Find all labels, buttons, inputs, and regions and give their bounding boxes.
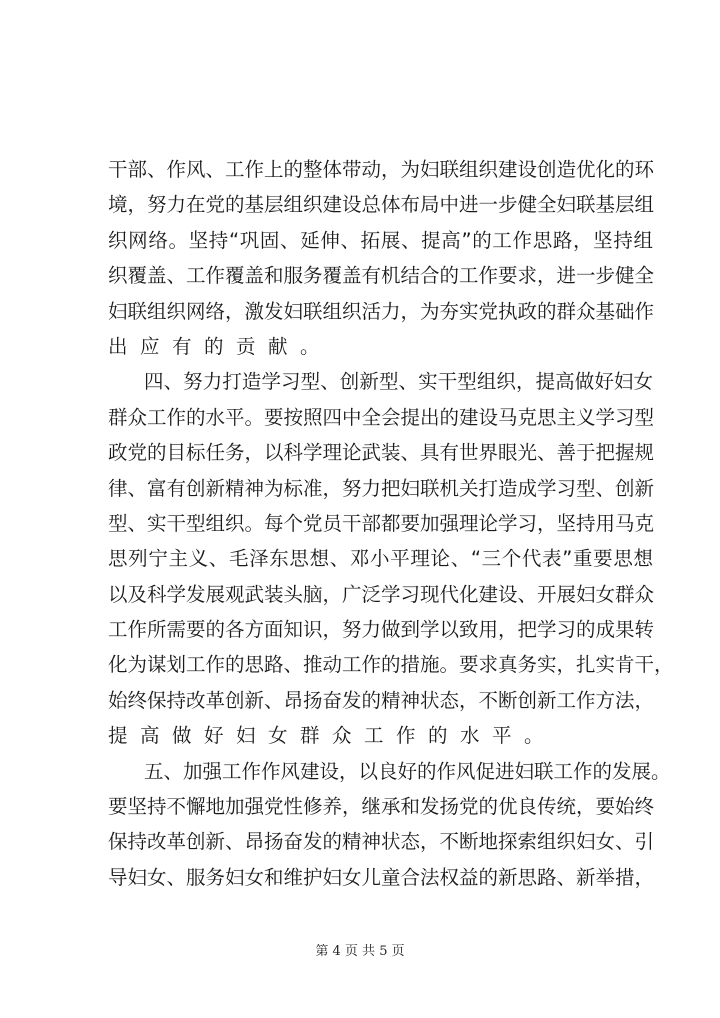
text-line: 妇联组织网络，激发妇联组织活力，为夯实党执政的群众基础作 [108, 299, 655, 323]
text-line: 要坚持不懈地加强党性修养，继承和发扬党的优良传统，要始终 [108, 795, 655, 819]
text-line: 织网络。坚持“巩固、延伸、拓展、提高”的工作思路，坚持组 [108, 228, 653, 252]
text-line: 思列宁主义、毛泽东思想、邓小平理论、“三个代表”重要思想 [108, 547, 653, 571]
text-line: 政党的目标任务，以科学理论武装、具有世界眼光、善于把握规 [108, 441, 655, 465]
text-line: 以及科学发展观武装头脑，广泛学习现代化建设、开展妇女群众 [108, 582, 655, 606]
text-line: 始终保持改革创新、昂扬奋发的精神状态，不断创新工作方法， [108, 688, 655, 712]
text-line: 型、实干型组织。每个党员干部都要加强理论学习，坚持用马克 [108, 511, 655, 535]
text-line: 提高做好妇女群众工作的水平。 [108, 724, 557, 748]
text-line: 导妇女、服务妇女和维护妇女儿童合法权益的新思路、新举措， [108, 865, 655, 889]
body-text [108, 152, 674, 895]
text-line: 四、努力打造学习型、创新型、实干型组织，提高做好妇女 [144, 370, 653, 394]
page-footer: 第 4 页 共 5 页 [315, 944, 405, 959]
text-line: 出应有的贡献。 [108, 334, 333, 358]
text-line: 化为谋划工作的思路、推动工作的措施。要求真务实，扎实肯干， [108, 653, 674, 677]
text-line: 织覆盖、工作覆盖和服务覆盖有机结合的工作要求，进一步健全 [108, 264, 655, 288]
text-line: 境，努力在党的基层组织建设总体布局中进一步健全妇联基层组 [108, 193, 655, 217]
text-line: 干部、作风、工作上的整体带动，为妇联组织建设创造优化的环 [108, 158, 655, 181]
text-line: 保持改革创新、昂扬奋发的精神状态，不断地探索组织妇女、引 [108, 830, 655, 854]
text-line: 工作所需要的各方面知识，努力做到学以致用，把学习的成果转 [108, 618, 655, 642]
text-line: 律、富有创新精神为标准，努力把妇联机关打造成学习型、创新 [108, 476, 655, 500]
text-line: 群众工作的水平。要按照四中全会提出的建设马克思主义学习型 [108, 405, 655, 429]
text-line: 五、加强工作作风建设，以良好的作风促进妇联工作的发展。 [144, 759, 671, 783]
